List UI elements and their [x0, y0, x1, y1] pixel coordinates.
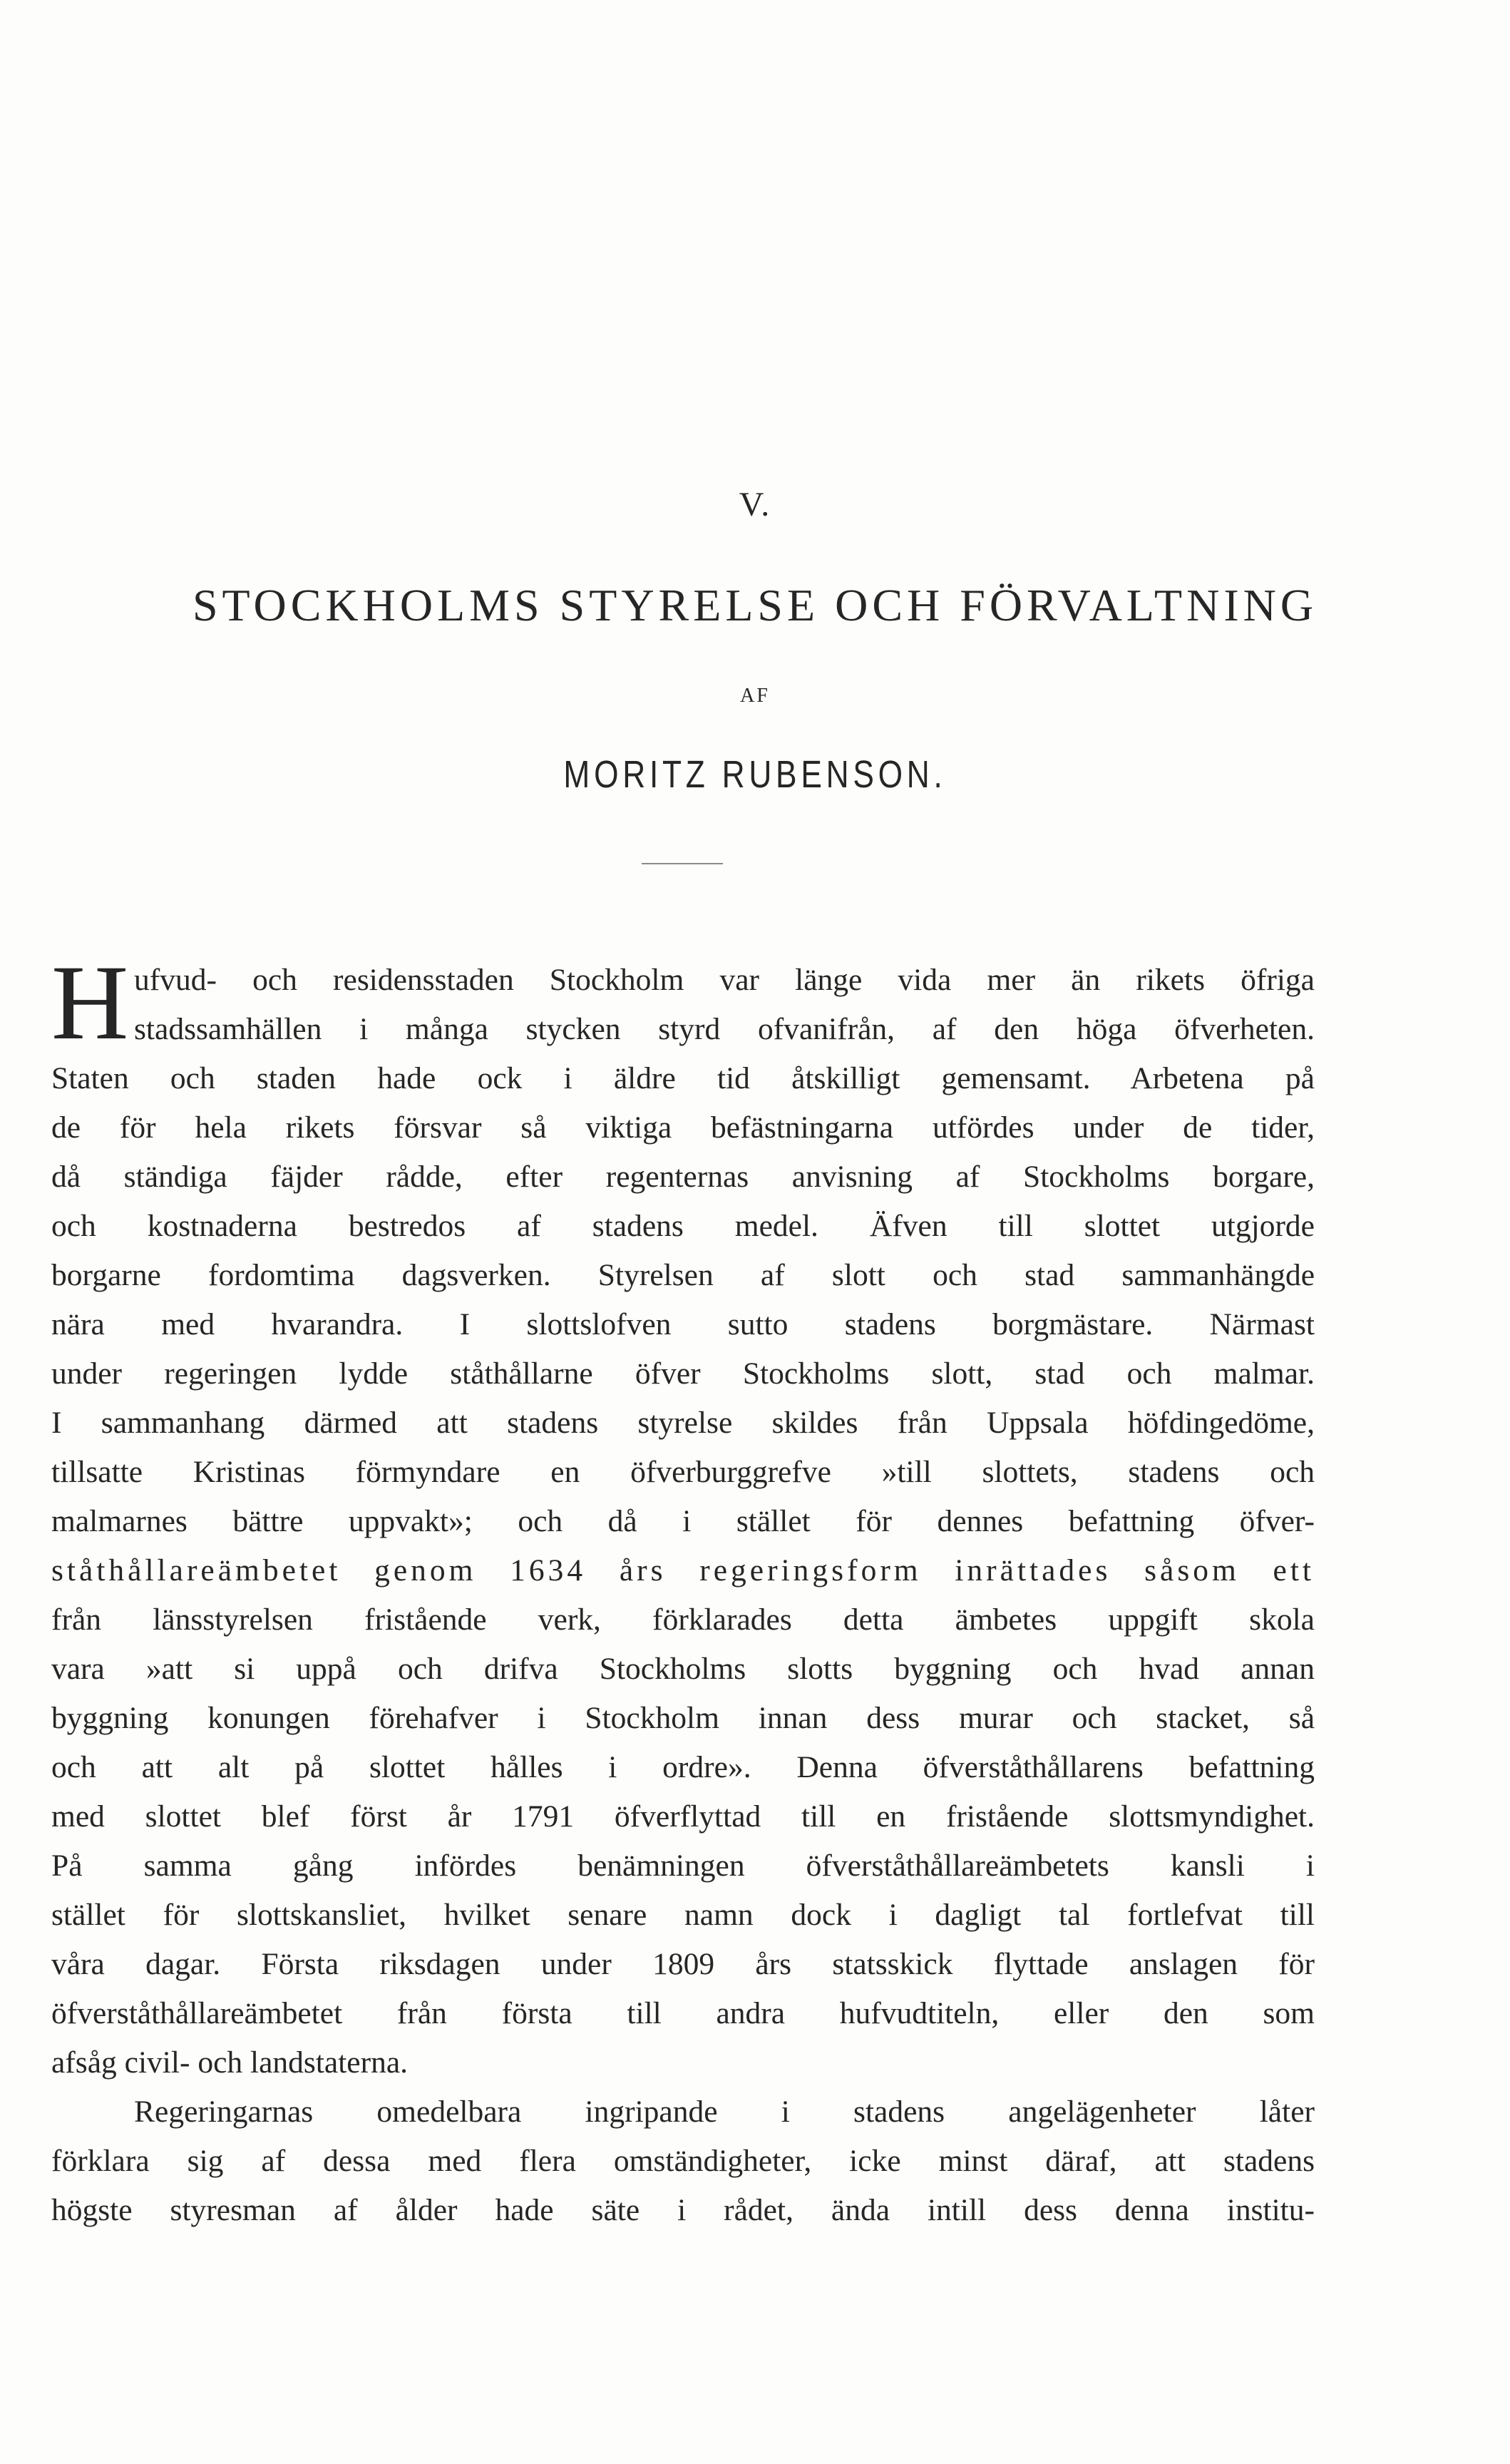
text-line: ståthållareämbetet genom 1634 års regeringsform inrättades såsom ett	[51, 1553, 1315, 1588]
chapter-title: STOCKHOLMS STYRELSE OCH FÖRVALTNING	[192, 580, 1318, 630]
text-line: våra dagar. Första riksdagen under 1809 års statsskick flyttade anslagen för	[51, 1947, 1315, 1981]
byline-prefix: AF	[740, 685, 770, 707]
text-line: förklara sig af dessa med flera omständigheter, icke minst däraf, att stadens	[51, 2144, 1315, 2178]
text-line: då ständiga fäjder rådde, efter regenternas anvisning af Stockholms borgare,	[51, 1160, 1315, 1194]
text-line: Staten och staden hade ock i äldre tid åtskilligt gemensamt. Arbetena på	[51, 1061, 1315, 1095]
text-line: och att alt på slottet hålles i ordre». Denna öfverståthållarens befattning	[51, 1750, 1315, 1784]
text-line: stadssamhällen i många stycken styrd ofvanifrån, af den höga öfverheten.	[134, 1012, 1315, 1046]
text-line: och kostnaderna bestredos af stadens medel. Äfven till slottet utgjorde	[51, 1209, 1315, 1243]
text-line: nära med hvarandra. I slottslofven sutto stadens borgmästare. Närmast	[51, 1307, 1315, 1341]
text-line: vara »att si uppå och drifva Stockholms slotts byggning och hvad annan	[51, 1652, 1315, 1686]
drop-cap: H	[51, 944, 129, 1062]
text-line: de för hela rikets försvar så viktiga befästningarna utfördes under de tider,	[51, 1110, 1315, 1145]
text-line: med slottet blef först år 1791 öfverflyttad till en fristående slottsmyndighet.	[51, 1799, 1315, 1834]
text-line: På samma gång infördes benämningen öfverståthållareämbetets kansli i	[51, 1849, 1315, 1883]
chapter-number: V.	[739, 486, 771, 523]
text-line: byggning konungen förehafver i Stockholm innan dess murar och stacket, så	[51, 1701, 1315, 1735]
text-line: från länsstyrelsen fristående verk, förklarades detta ämbetes uppgift skola	[51, 1602, 1315, 1637]
body-text	[51, 944, 1315, 2235]
text-line: stället för slottskansliet, hvilket senare namn dock i dagligt tal fortlefvat till	[51, 1898, 1315, 1932]
text-line: I sammanhang därmed att stadens styrelse skildes från Uppsala höfdingedöme,	[51, 1406, 1315, 1440]
text-line: under regeringen lydde ståthållarne öfver Stockholms slott, stad och malmar.	[51, 1356, 1315, 1391]
section-divider	[642, 863, 723, 864]
text-line: högste styresman af ålder hade säte i rådet, ända intill dess denna institu-	[51, 2193, 1315, 2227]
text-line: ufvud- och residensstaden Stockholm var länge vida mer än rikets öfriga	[134, 963, 1315, 997]
text-line: öfverståthållareämbetet från första till andra hufvudtiteln, eller den som	[51, 1996, 1315, 2030]
text-line: borgarne fordomtima dagsverken. Styrelsen af slott och stad sammanhängde	[51, 1258, 1315, 1292]
text-line: malmarnes bättre uppvakt»; och då i stället för dennes befattning öfver-	[51, 1504, 1315, 1538]
text-line: afsåg civil- och landstaterna.	[51, 2045, 409, 2080]
text-line: Regeringarnas omedelbara ingripande i stadens angelägenheter låter	[134, 2095, 1315, 2129]
text-line: tillsatte Kristinas förmyndare en öfverburggrefve »till slottets, stadens och	[51, 1455, 1315, 1489]
author-name: MORITZ RUBENSON.	[563, 753, 947, 796]
